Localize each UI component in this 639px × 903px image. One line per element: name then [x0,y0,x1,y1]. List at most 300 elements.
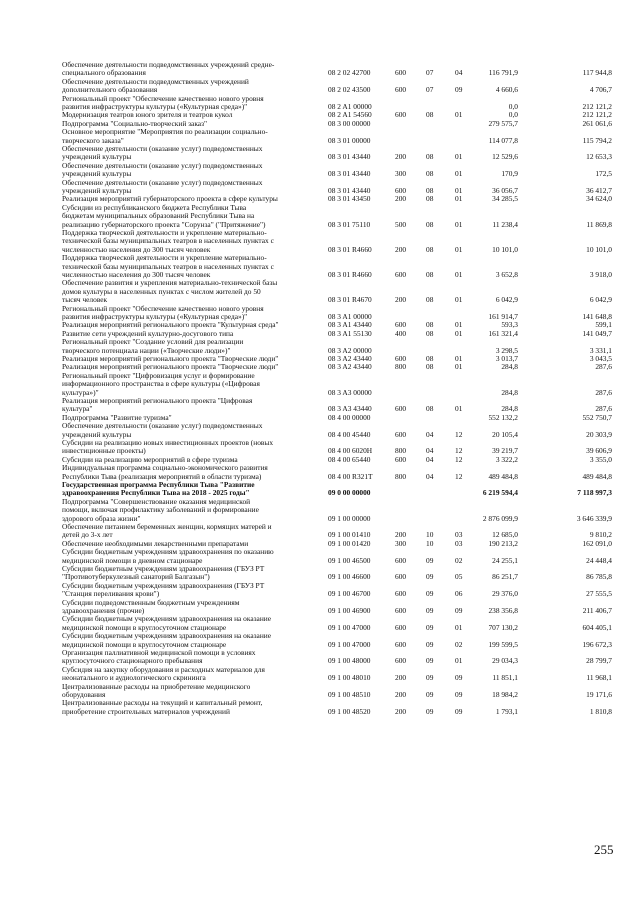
description-line: приобретение строительных материалов учреждений [62,706,230,716]
expense-type: 600 [395,68,407,78]
amount-year-1: 199 599,5 [488,639,518,649]
amount-year-2: 27 555,5 [586,589,612,599]
expense-type: 600 [395,572,407,582]
subsection: 02 [455,639,463,649]
budget-code: 08 4 00 45440 [328,429,371,439]
table-row [0,305,639,322]
description-line: здорового образа жизни" [62,513,141,523]
subsection: 01 [455,194,463,204]
table-row [0,61,639,78]
section: 08 [426,295,434,305]
description-line: Субсидии бюджетным учреждениям здравоохранения (ГБУЗ РТ [62,580,265,590]
table-row [0,582,639,599]
amount-year-1: 2 876 099,9 [482,513,518,523]
subsection: 04 [455,68,463,78]
budget-code: 09 1 00 48010 [328,673,371,683]
section: 09 [426,589,434,599]
budget-code: 08 3 A3 43440 [328,404,372,414]
row-description [62,548,320,565]
description-line: медицинской помощи в дневном стационаре [62,555,203,565]
row-description [62,372,320,397]
description-line: Субсидии на реализацию мероприятий в сфере туризма [62,454,238,464]
section: 08 [426,152,434,162]
amount-year-1: 39 219,7 [492,446,518,456]
description-line: Региональный проект "Создание условий для реализации [62,337,244,347]
table-row [0,464,639,481]
budget-code: 09 1 00 48510 [328,689,371,699]
subsection: 12 [455,454,463,464]
subsection: 03 [455,538,463,548]
expense-type: 600 [395,185,407,195]
amount-year-2: 287,6 [595,362,612,372]
section: 09 [426,673,434,683]
description-line: Государственная программа Республики Тыва "Развитие [62,480,255,489]
table-row [0,397,639,414]
amount-year-2: 3 355,0 [589,454,612,464]
expense-type: 600 [395,404,407,414]
subsection: 06 [455,589,463,599]
description-line: Подпрограмма "Социально-творческий заказ" [62,118,208,128]
amount-year-2: 20 303,9 [586,429,612,439]
description-line: Обеспечение необходимыми лекарственными препаратами [62,538,249,548]
budget-code: 08 4 00 65440 [328,454,371,464]
amount-year-1: 3 298,5 [495,345,518,355]
subsection: 01 [455,295,463,305]
expense-type: 600 [395,110,407,120]
table-row [0,338,639,355]
section: 08 [426,269,434,279]
table-row [0,666,639,683]
description-line: неонатального и аудиологического скрининга [62,673,206,683]
amount-year-2: 11 968,1 [586,673,612,683]
amount-year-2: 9 810,2 [589,530,612,540]
description-line: численностью населения до 300 тысяч человек [62,244,211,254]
description-line: Модернизация театров юного зрителя и театров кукол [62,110,233,120]
amount-year-1: 86 251,7 [492,572,518,582]
description-line: Субсидии бюджетным учреждениям здравоохранения на оказание [62,614,272,624]
expense-type: 200 [395,689,407,699]
expense-type: 200 [395,244,407,254]
budget-code: 08 3 A1 43440 [328,320,372,330]
amount-year-1: 161 321,4 [488,328,518,338]
description-line: Организация паллиативной медицинской помощи в условиях [62,648,256,657]
amount-year-1: 1 793,1 [495,706,518,716]
row-description [62,78,320,95]
description-line: учреждений культуры [62,152,132,162]
amount-year-2: 34 624,0 [586,194,612,204]
subsection: 01 [455,152,463,162]
amount-year-1: 238 356,8 [488,605,518,615]
budget-code: 09 1 00 46500 [328,555,371,565]
description-line: Обеспечение деятельности (оказание услуг) подведомственных [62,177,263,187]
section: 09 [426,572,434,582]
table-row [0,204,639,229]
budget-code: 09 1 00 46900 [328,605,371,615]
table-row [0,439,639,456]
description-line: Подпрограмма "Развитие туризма" [62,412,172,422]
section: 07 [426,68,434,78]
amount-year-2: 86 785,8 [586,572,612,582]
subsection: 12 [455,429,463,439]
amount-year-1: 279 575,7 [488,118,518,128]
amount-year-2: 11 869,8 [586,219,612,229]
description-line: Обеспечение развития и укрепления материально-технической базы [62,278,278,288]
description-line: Основное мероприятие "Мероприятия по реализации социально- [62,127,268,137]
budget-code: 08 3 01 43440 [328,152,371,162]
expense-type: 400 [395,328,407,338]
row-description [62,397,320,414]
subsection: 01 [455,185,463,195]
budget-code: 08 3 A1 55130 [328,328,372,338]
amount-year-2: 3 331,1 [589,345,612,355]
budget-code: 08 3 01 R4660 [328,269,372,279]
section: 04 [426,446,434,456]
subsection: 09 [455,673,463,683]
budget-code: 09 1 00 46600 [328,572,371,582]
description-line: учреждений культуры [62,169,132,179]
description-line: медицинской помощи в круглосуточном стационаре [62,639,227,649]
budget-code: 08 3 A2 43440 [328,354,372,363]
table-row [0,279,639,304]
amount-year-1: 593,3 [501,320,518,330]
description-line: Реализация мероприятий регионального проекта "Творческие люди" [62,354,279,363]
subsection: 01 [455,269,463,279]
subsection: 05 [455,572,463,582]
description-line: Субсидии бюджетным учреждениям здравоохранения (ГБУЗ РТ [62,564,265,573]
table-row [0,599,639,616]
section: 08 [426,219,434,229]
description-line: Региональный проект "Обеспечение качественно нового уровня [62,93,264,103]
amount-year-2: 3 918,0 [589,269,612,279]
description-line: Субсидии на реализацию новых инвестиционных проектов (новых [62,438,274,447]
amount-year-2: 36 412,7 [586,185,612,195]
budget-code: 08 2 A1 54560 [328,110,372,120]
amount-year-2: 212 121,2 [582,101,612,111]
expense-type: 800 [395,362,407,372]
row-description [62,699,320,716]
amount-year-2: 141 049,7 [582,328,612,338]
expense-type: 600 [395,589,407,599]
table-row [0,78,639,95]
section: 08 [426,354,434,363]
amount-year-2: 162 091,0 [582,538,612,548]
expense-type: 600 [395,605,407,615]
amount-year-1: 6 219 594,4 [482,488,518,498]
row-description [62,95,320,112]
amount-year-1: 0,0 [508,110,518,120]
description-line: Субсидии из республиканского бюджета Республики Тыва [62,202,247,212]
table-row [0,162,639,179]
row-description [62,338,320,355]
amount-year-2: 211 406,7 [582,605,612,615]
description-line: Реализация мероприятий губернаторского проекта в сфере культуры [62,194,278,204]
table-row [0,632,639,649]
section: 08 [426,110,434,120]
subsection: 01 [455,169,463,179]
amount-year-2: 604 405,1 [582,622,612,632]
section: 08 [426,362,434,372]
budget-code: 08 2 02 43500 [328,85,371,95]
budget-code: 09 1 00 46700 [328,589,371,599]
table-row [0,229,639,254]
budget-code: 08 3 01 00000 [328,135,371,145]
budget-code: 08 3 A2 43440 [328,362,372,372]
description-line: инвестиционные проекты) [62,446,146,456]
subsection: 01 [455,622,463,632]
expense-type: 600 [395,555,407,565]
table-row [0,548,639,565]
description-line: Обеспечение деятельности подведомственных учреждений [62,76,249,86]
expense-type: 600 [395,454,407,464]
row-description [62,61,320,78]
description-line: "Противотуберкулезный санаторий Балгазын") [62,572,210,582]
amount-year-2: 552 750,7 [582,412,612,422]
description-line: Реализация мероприятий регионального проекта "Культурная среда" [62,320,279,330]
expense-type: 600 [395,85,407,95]
amount-year-2: 261 061,6 [582,118,612,128]
section: 10 [426,538,434,548]
amount-year-2: 28 799,7 [586,656,612,666]
description-line: бюджетам муниципальных образований Республики Тыва на [62,211,255,221]
table-row [0,481,639,498]
amount-year-2: 4 706,7 [589,85,612,95]
description-line: Субсидии подведомственным бюджетным учреждениям [62,597,240,607]
table-row [0,95,639,112]
amount-year-1: 20 105,4 [492,429,518,439]
expense-type: 200 [395,530,407,540]
budget-code: 08 4 00 6020H [328,446,373,456]
description-line: численностью населения до 300 тысяч человек [62,270,211,279]
row-description [62,145,320,162]
budget-code: 08 3 A3 00000 [328,387,372,397]
description-line: специального образования [62,68,146,78]
row-description [62,162,320,179]
subsection: 12 [455,446,463,456]
expense-type: 200 [395,673,407,683]
budget-code: 09 1 00 47000 [328,622,371,632]
budget-code: 08 2 02 42700 [328,68,371,78]
amount-year-2: 10 101,0 [586,244,612,254]
amount-year-2: 12 653,3 [586,152,612,162]
description-line: культура" [62,404,93,414]
section: 08 [426,328,434,338]
amount-year-1: 6 042,9 [495,295,518,305]
budget-code: 09 1 00 48000 [328,656,371,666]
subsection: 09 [455,706,463,716]
section: 09 [426,622,434,632]
amount-year-1: 18 984,2 [492,689,518,699]
amount-year-2: 19 171,6 [586,689,612,699]
amount-year-2: 212 121,2 [582,110,612,120]
amount-year-2: 196 672,3 [582,639,612,649]
row-description [62,179,320,196]
section: 08 [426,320,434,330]
subsection: 01 [455,110,463,120]
description-line: учреждений культуры [62,429,132,439]
description-line: "Станция переливания крови") [62,589,160,599]
description-line: творческого заказа" [62,135,124,145]
amount-year-2: 7 118 997,3 [577,488,612,498]
subsection: 01 [455,328,463,338]
row-description [62,204,320,229]
table-row [0,699,639,716]
section: 09 [426,689,434,699]
amount-year-1: 29 376,0 [492,589,518,599]
amount-year-1: 552 132,2 [488,412,518,422]
description-line: Обеспечение деятельности (оказание услуг) подведомственных [62,160,263,170]
description-line: Республики Тыва (реализация мероприятий в области туризма) [62,471,262,481]
section: 07 [426,85,434,95]
table-row [0,128,639,145]
description-line: детей до 3-х лет [62,530,113,540]
amount-year-1: 11 238,4 [492,219,518,229]
section: 08 [426,169,434,179]
section: 09 [426,706,434,716]
row-description [62,128,320,145]
expense-type: 600 [395,656,407,666]
description-line: Обеспечение питанием беременных женщин, кормящих матерей и [62,522,272,531]
expense-type: 600 [395,429,407,439]
amount-year-1: 12 529,6 [492,152,518,162]
budget-code: 08 3 01 75110 [328,219,371,229]
expense-type: 800 [395,446,407,456]
row-description [62,279,320,304]
description-line: Поддержка творческой деятельности и укрепление материально- [62,253,267,263]
description-line: Реализация мероприятий регионального проекта "Творческие люди" [62,362,279,372]
description-line: реализацию губернаторского проекта "Сорунза" ("Притяжение") [62,219,266,229]
table-row [0,179,639,196]
row-description [62,582,320,599]
amount-year-2: 1 810,8 [589,706,612,716]
amount-year-2: 599,1 [595,320,612,330]
description-line: технической базы муниципальных театров в населенных пунктах с [62,236,274,246]
subsection: 01 [455,354,463,363]
budget-code: 09 1 00 47000 [328,639,371,649]
description-line: Обеспечение деятельности (оказание услуг) подведомственных [62,421,263,431]
description-line: Реализация мероприятий регионального проекта "Цифровая [62,396,253,405]
row-description [62,422,320,439]
description-line: развития инфраструктуры культуры («Культурная среда»)" [62,102,248,111]
section: 08 [426,404,434,414]
section: 04 [426,471,434,481]
expense-type: 600 [395,320,407,330]
subsection: 09 [455,689,463,699]
subsection: 01 [455,362,463,372]
expense-type: 600 [395,354,407,363]
amount-year-1: 3 652,8 [495,269,518,279]
amount-year-1: 489 484,8 [488,471,518,481]
amount-year-1: 284,8 [501,404,518,414]
description-line: домов культуры в населенных пунктах с числом жителей до 50 [62,286,261,296]
amount-year-2: 287,6 [595,404,612,414]
row-description [62,599,320,616]
row-description [62,464,320,481]
section: 04 [426,429,434,439]
table-row [0,145,639,162]
description-line: Развитие сети учреждений культурно-досугового типа [62,328,234,338]
amount-year-1: 10 101,0 [492,244,518,254]
amount-year-1: 707 130,2 [488,622,518,632]
amount-year-1: 284,8 [501,387,518,397]
row-description [62,565,320,582]
amount-year-2: 24 448,4 [586,555,612,565]
expense-type: 300 [395,169,407,179]
amount-year-1: 284,8 [501,362,518,372]
description-line: круглосуточного стационарного пребывания [62,656,203,666]
expense-type: 200 [395,295,407,305]
description-line: здравоохранения Республики Тыва на 2018 - 2025 годы" [62,488,250,498]
subsection: 01 [455,404,463,414]
budget-code: 09 0 00 00000 [328,488,371,498]
description-line: Централизованные расходы на текущий и капитальный ремонт, [62,698,263,708]
row-description [62,254,320,279]
amount-year-2: 3 043,5 [589,354,612,363]
description-line: Обеспечение деятельности (оказание услуг) подведомственных [62,144,263,153]
amount-year-2: 172,5 [595,169,612,179]
table-row [0,683,639,700]
description-line: творческого потенциала нации («Творческие люди»)" [62,345,231,355]
description-line: Централизованные расходы на приобретение медицинского [62,681,251,691]
table-row [0,372,639,397]
amount-year-1: 36 056,7 [492,185,518,195]
amount-year-2: 489 484,8 [582,471,612,481]
amount-year-2: 287,6 [595,387,612,397]
row-description [62,481,320,498]
row-description [62,229,320,254]
table-row [0,615,639,632]
expense-type: 600 [395,622,407,632]
row-description [62,683,320,700]
description-line: Поддержка творческой деятельности и укрепление материально- [62,228,267,237]
amount-year-1: 12 685,0 [492,530,518,540]
description-line: тысяч человек [62,295,108,305]
budget-code: 09 1 00 48520 [328,706,371,716]
amount-year-1: 11 851,1 [492,673,518,683]
amount-year-1: 4 660,6 [495,85,518,95]
expense-type: 500 [395,219,407,229]
budget-code: 08 4 00 R321T [328,471,373,481]
subsection: 12 [455,471,463,481]
amount-year-1: 170,9 [501,169,518,179]
amount-year-1: 3 322,2 [495,454,518,464]
description-line: оборудования [62,690,106,699]
row-description [62,498,320,523]
row-description [62,649,320,666]
subsection: 01 [455,219,463,229]
section: 10 [426,530,434,540]
amount-year-2: 3 646 339,9 [576,513,612,523]
expense-type: 200 [395,706,407,716]
expense-type: 200 [395,152,407,162]
description-line: медицинской помощи в круглосуточном стационаре [62,622,227,632]
amount-year-1: 3 013,7 [495,354,518,363]
budget-code: 09 1 00 01420 [328,538,371,548]
subsection: 01 [455,244,463,254]
subsection: 02 [455,555,463,565]
expense-type: 300 [395,538,407,548]
table-row [0,523,639,540]
expense-type: 800 [395,471,407,481]
description-line: дополнительного образования [62,85,158,95]
subsection: 09 [455,85,463,95]
amount-year-1: 29 034,3 [492,656,518,666]
budget-code: 08 3 01 43450 [328,194,371,204]
amount-year-1: 24 255,1 [492,555,518,565]
row-description [62,615,320,632]
amount-year-1: 0,0 [508,101,518,111]
description-line: развития инфраструктуры культуры («Культурная среда»)" [62,312,248,321]
budget-code: 08 4 00 00000 [328,412,371,422]
